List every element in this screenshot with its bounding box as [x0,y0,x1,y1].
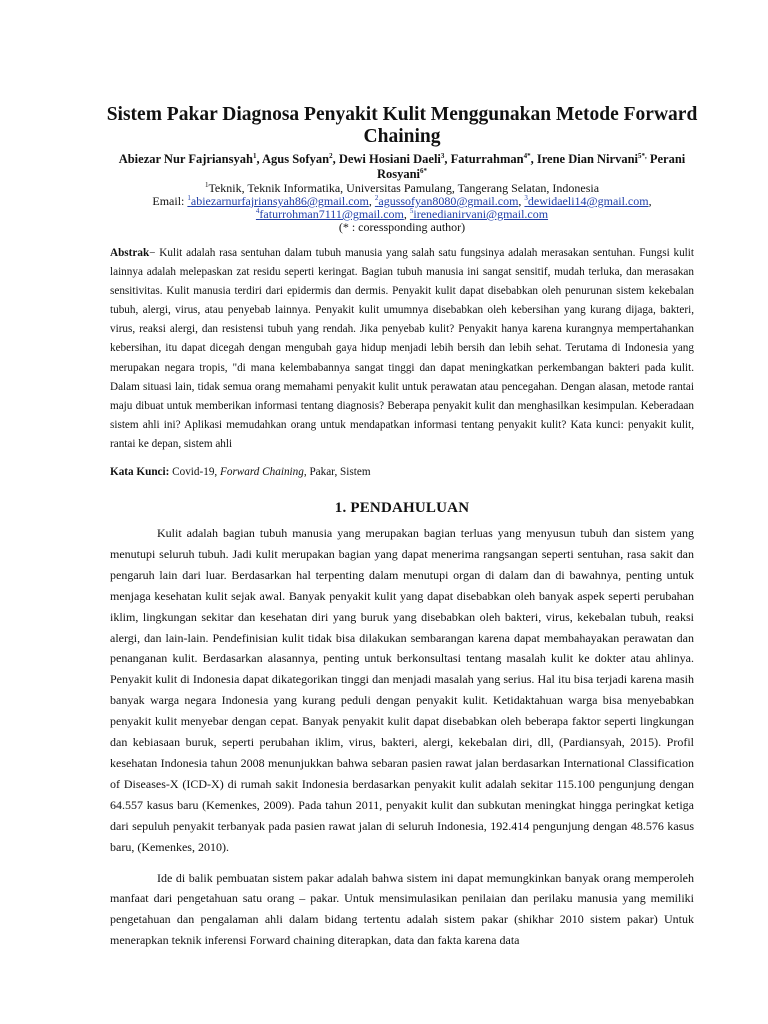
abstract-text: Kulit adalah rasa sentuhan dalam tubuh manusia yang salah satu fungsinya adalah merasakan sentuhan. Fungsi kulit lainnya adalah melepaskan zat residu seperti keringat. Bagian tubuh manusia ini sangat sensitif, mudah terluka, dan merasakan sensitivitas. Kulit manusia terdiri dari epidermis dan dermis. Penyakit kulit dapat disebabkan oleh penurunan sistem kekebalan tubuh, alergi, virus, atau penyebab lainnya. Penyakit kulit umumnya disebabkan oleh kebersihan yang kurang dijaga, bakteri, virus, reaksi alergi, dan resistensi tubuh yang rendah. Jika penyebab kulit? Penyakit hanya karena kurangnya mempertahankan kebersihan, itu dapat dicegah dengan mengubah gaya hidup menjadi lebih bersih dan lebih sehat. Terutama di Indonesia yang merupakan negara tropis, "di mana kelembabannya sangat tinggi dan dapat meningkatkan perkembangan bakteri pada kulit. Dalam situasi lain, tidak semua orang memahami penyakit kulit untuk perawatan atau pencegahan. Dengan alasan, metode rantai maju dibuat untuk memberikan informasi tentang diagnosis? Beberapa penyakit kulit dan menghasilkan kesimpulan. Keberadaan sistem ahli ini? Aplikasi memudahkan orang untuk mendapatkan informasi tentang penyakit kulit? Kata kunci: penyakit kulit, rantai ke depan, sistem ahli [110,247,694,450]
email-link[interactable] [187,194,368,208]
author-name: Abiezar Nur Fajriansyah [118,152,253,166]
section-heading: 1. PENDAHULUAN [334,500,470,517]
email-address: abiezarnurfajriansyah86@gmail.com [190,194,369,208]
keywords-italic: Forward Chaining [220,466,304,479]
author-mark: 1 [252,151,257,160]
email-link[interactable] [410,207,548,221]
email-label: Email: [152,194,185,208]
author-mark: 2 [329,151,333,160]
author-name: Perani Rosyani [376,152,686,181]
affiliation-mark: 1 [204,181,209,189]
email-link[interactable] [524,194,648,208]
author-mark: 3 [440,151,445,160]
body-paragraph: Ide di balik pembuatan sistem pakar adalah bahwa sistem ini dapat memungkinkan banyak orang memperoleh manfaat dari pengetahuan satu orang – pakar. Untuk mensimulasikan penilaian dan perilaku manusia yang memiliki pengetahuan dan pengalaman ahli dalam bidang tertentu adalah sistem pakar (shikhar 2010 sistem pakar) Untuk menerapkan teknik inferensi Forward chaining diterapkan, data dan fakta karena data [110,870,694,948]
keywords-before: Covid-19, [172,466,218,479]
email-mark: 3 [524,194,528,202]
email-address: dewidaeli14@gmail.com [527,194,649,208]
keywords-after: , Pakar, Sistem [303,466,371,479]
body-paragraph: Kulit adalah bagian tubuh manusia yang merupakan bagian terluas yang menyusun tubuh dan sistem yang menutupi seluruh tubuh. Jadi kulit merupakan bagian yang dapat menerima rangsangan seperti sentuhan, rasa sakit dan pengaruh lain dari luar. Berdasarkan hal terpenting dalam menutupi organ di dalam dan di bawahnya, penting untuk menjaga kesehatan kulit sejak awal. Banyak penyakit kulit yang dapat disebabkan oleh banyak aspek seperti perubahan iklim, lingkungan sekitar dan kesehatan diri yang buruk yang disebabkan oleh bakteri, virus, kekebalan tubuh, reaksi alergi, dan lain-lain. Pendefinisian kulit tidak bisa dilakukan sembarangan karena dapat membahayakan perawatan dan penanganan kulit. Berdasarkan alasannya, penting untuk berkonsultasi tentang masalah kulit ke dokter atau ahlinya. Penyakit kulit di Indonesia dapat dikategorikan tinggi dan menjadi masalah yang serius. Hal itu bisa terjadi karena masih banyak warga negara Indonesia yang kurang peduli dengan penyakit kulit. Ketidaktahuan warga bisa menyebabkan penyakit kulit menyebar dengan cepat. Banyak penyakit kulit dapat disebabkan oleh beberapa faktor seperti lingkungan dan kebiasaan buruk, seperti perubahan iklim, virus, bakteri, alergi, kekebalan diri, dll, (Pardiansyah, 2015). Profil kesehatan Indonesia tahun 2008 menunjukkan bahwa sebaran pasien rawat jalan berdasarkan International Classification of Diseases-X (ICD-X) di rumah sakit Indonesia berdasarkan penyakit kulit adalah sekitar 115.100 pengunjung dengan 64.557 kasus baru (Kemenkes, 2009). Pada tahun 2011, penyakit kulit dan subkutan meningkat hingga peringkat ketiga dari sepuluh penyakit terbanyak pada pasien rawat jalan di seluruh Indonesia, 192.414 pengunjung dengan 48.576 kasus baru, (Kemenkes, 2010). [110,526,694,854]
abstract-label: Abstrak [110,247,150,259]
author-name: Irene Dian Nirvani [536,152,638,166]
email-link[interactable] [375,194,519,208]
email-mark: 2 [374,194,379,202]
author-name: Dewi Hosiani Daeli [338,152,441,166]
abstract-dash: − [149,247,156,259]
email-address: faturrohman7111@gmail.com [259,207,404,221]
affiliation-text: Teknik, Teknik Informatika, Universitas Pamulang, Tangerang Selatan, Indonesia [208,181,600,195]
email-block: Email: $^1$abiezarnurfajriansyah86@gmail.com, $^2$agussofyan8080@gmail.com, $^3$dewidaeli14@gmail.com, $^4$faturrohman7111@gmail.com, $^5$irenedianirvani@gmail.com [152,194,652,221]
author-list: Abiezar Nur Fajriansyah$^1$, Agus Sofyan$^2$, Dewi Hosiani Daeli$^3$, Faturrahman$^{4*}$, Irene Dian Nirvani$^{5*,}$ Perani Rosyani$^{6*}$ [118,151,686,181]
author-name: Agus Sofyan [262,152,330,166]
author-name: Faturrahman [450,152,524,166]
author-mark: 4* [523,151,531,160]
keywords [110,464,694,480]
email-address: agussofyan8080@gmail.com [378,194,519,208]
abstract [110,244,694,454]
paper-title: Sistem Pakar Diagnosa Penyakit Kulit Menggunakan Metode Forward Chaining [106,104,698,147]
email-mark: 5 [409,207,414,215]
author-mark: 5*, [638,151,647,160]
email-address: irenedianirvani@gmail.com [413,207,549,221]
email-link[interactable] [256,207,404,221]
email-mark: 1 [187,194,191,202]
author-mark: 6* [420,166,428,175]
keywords-label: Kata Kunci: [110,466,170,479]
email-mark: 4 [255,207,260,215]
corresponding-note: (* : coressponding author) [338,220,466,234]
